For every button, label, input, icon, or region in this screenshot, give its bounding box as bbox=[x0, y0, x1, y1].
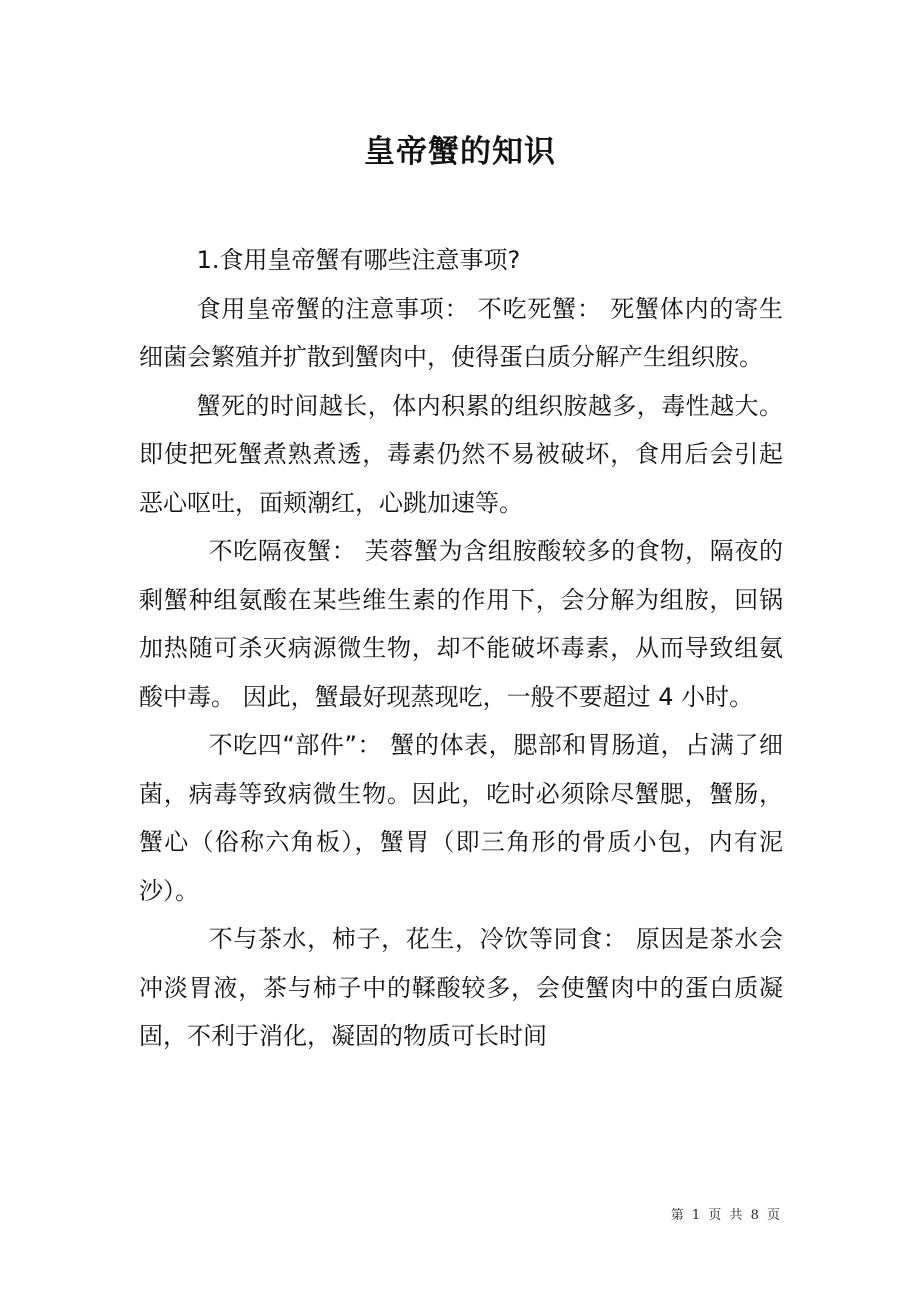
page-title: 皇帝蟹的知识 bbox=[364, 134, 556, 170]
paragraph-food-combination: 不与茶水，柿子，花生，冷饮等同食： 原因是茶水会冲淡胃液，茶与柿子中的鞣酸较多，会使蟹肉中的蛋白质凝固，不利于消化，凝固的物质可长时间 bbox=[139, 925, 783, 1050]
paragraph-overnight-crab: 不吃隔夜蟹： 芙蓉蟹为含组胺酸较多的食物，隔夜的剩蟹种组氨酸在某些维生素的作用下，会分解为组胺，回锅加热随可杀灭病源微生物，却不能破坏毒素，从而导致组氨酸中毒。 因此，蟹最好现蒸现吃，一般不要超过 4 小时。 bbox=[139, 537, 783, 711]
paragraph-toxicity: 蟹死的时间越长，体内积累的组织胺越多，毒性越大。即使把死蟹煮熟煮透，毒素仍然不易被破坏，食用后会引起恶心呕吐，面颊潮红，心跳加速等。 bbox=[139, 391, 783, 517]
paragraph-dead-crab: 食用皇帝蟹的注意事项： 不吃死蟹： 死蟹体内的寄生细菌会繁殖并扩散到蟹肉中，使得蛋白质分解产生组织胺。 bbox=[139, 294, 783, 371]
document-body bbox=[139, 236, 783, 1061]
paragraph-four-parts: 不吃四“部件”： 蟹的体表，腮部和胃肠道，占满了细菌，病毒等致病微生物。因此，吃时必须除尽蟹腮，蟹肠，蟹心（俗称六角板），蟹胃（即三角形的骨质小包，内有泥沙）。 bbox=[139, 731, 783, 905]
paragraph-question: 1.食用皇帝蟹有哪些注意事项? bbox=[196, 246, 521, 274]
page-number-footer: 第 1 页 共 8 页 bbox=[670, 1208, 782, 1223]
